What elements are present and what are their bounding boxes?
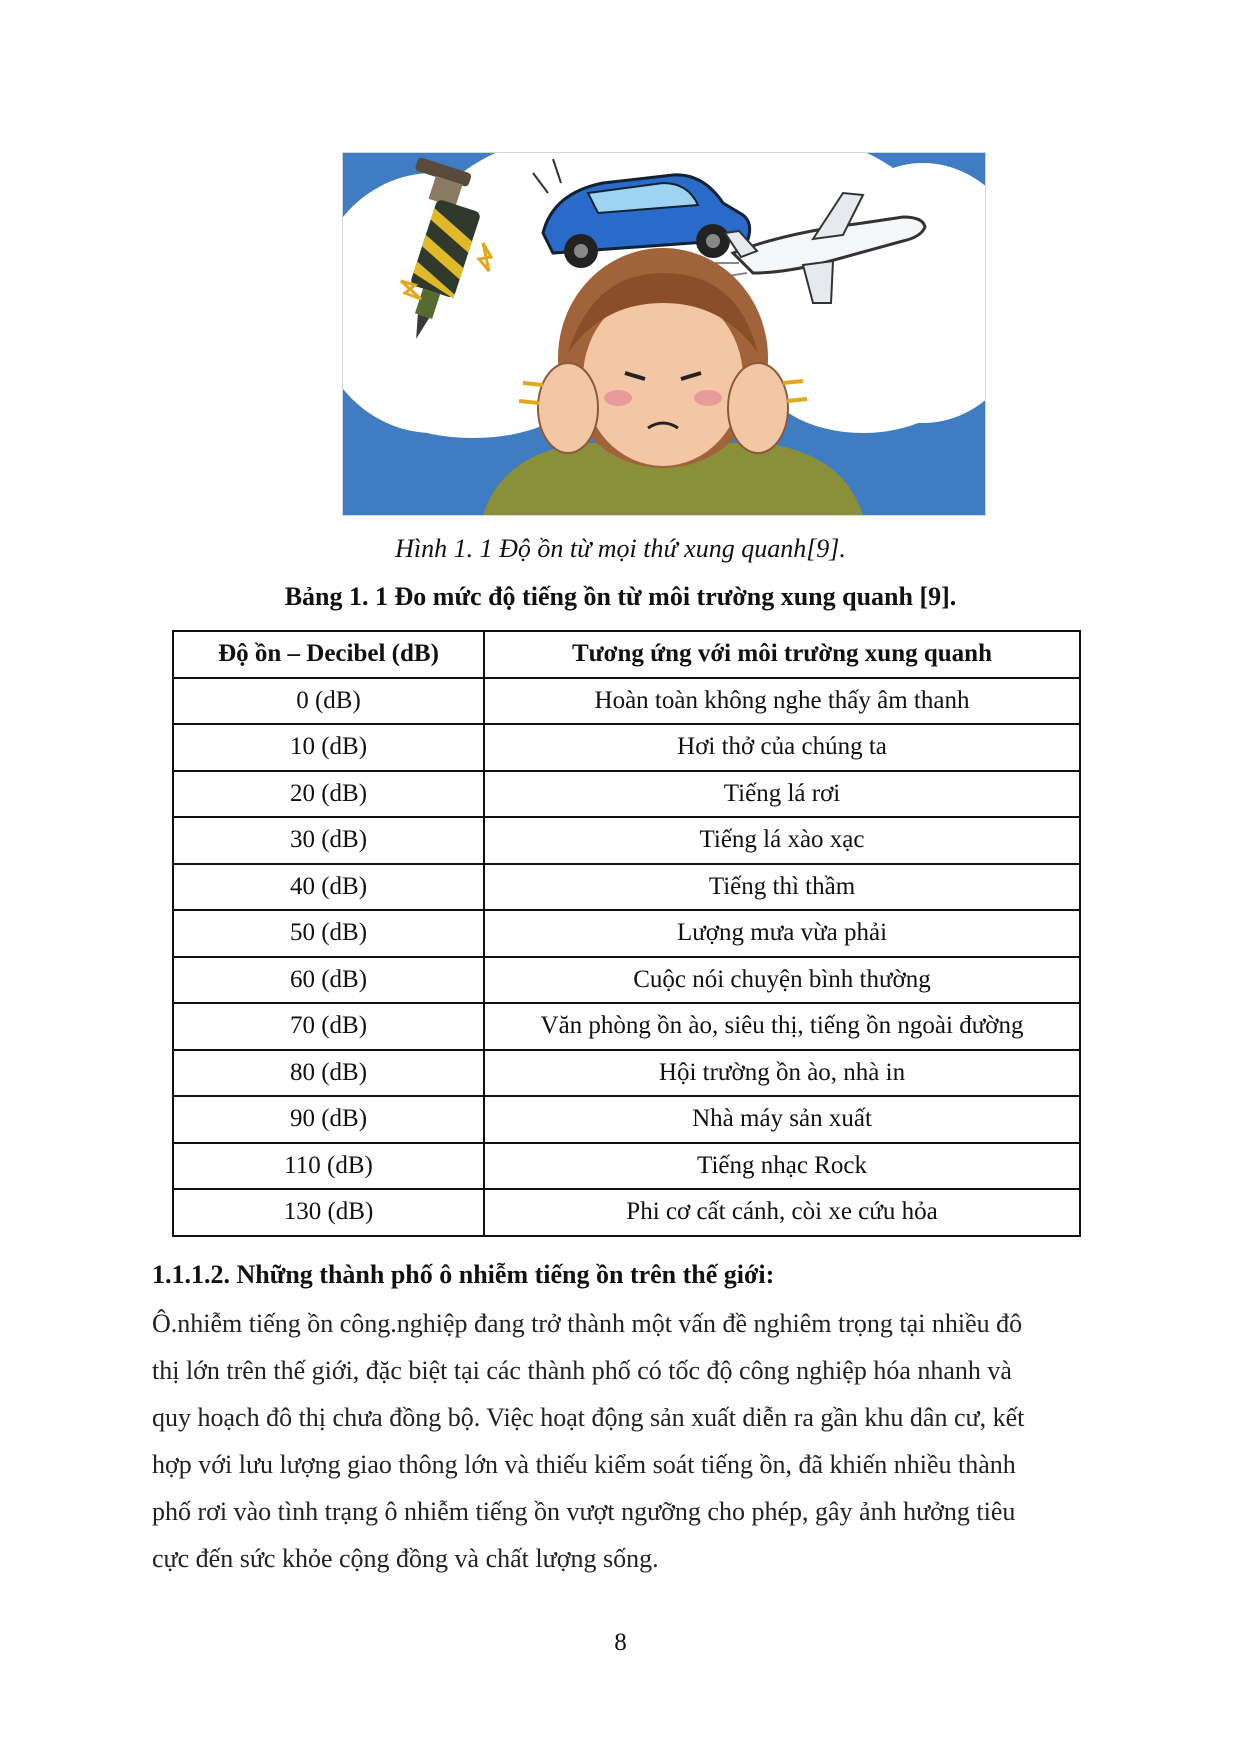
table-row [173, 771, 1080, 818]
paragraph-line: cực đến sức khỏe cộng đồng và chất lượng sống. [152, 1544, 659, 1573]
environment-cell: Cuộc nói chuyện bình thường [484, 957, 1080, 1004]
paragraph-line: Ô.nhiễm tiếng ồn công.nghiệp đang trở thành một vấn đề nghiêm trọng tại nhiều đô [152, 1309, 1023, 1338]
decibel-cell: 0 (dB) [173, 678, 484, 725]
table-header-row [173, 631, 1080, 678]
table-row [173, 910, 1080, 957]
table-row [173, 864, 1080, 911]
column-header-environment: Tương ứng với môi trường xung quanh [484, 631, 1080, 678]
environment-cell: Tiếng nhạc Rock [484, 1143, 1080, 1190]
environment-cell: Tiếng lá rơi [484, 771, 1080, 818]
body-paragraph [152, 1300, 1092, 1582]
table-row [173, 1143, 1080, 1190]
decibel-cell: 50 (dB) [173, 910, 484, 957]
paragraph-line: hợp với lưu lượng giao thông lớn và thiếu kiểm soát tiếng ồn, đã khiến nhiều thành [152, 1450, 1016, 1479]
table-title: Bảng 1. 1 Đo mức độ tiếng ồn từ môi trường xung quanh [9]. [284, 582, 957, 611]
table-row [173, 1189, 1080, 1236]
decibel-cell: 10 (dB) [173, 724, 484, 771]
paragraph-line: quy hoạch đô thị chưa đồng bộ. Việc hoạt động sản xuất diễn ra gần khu dân cư, kết [152, 1403, 1025, 1432]
decibel-cell: 110 (dB) [173, 1143, 484, 1190]
environment-cell: Hoàn toàn không nghe thấy âm thanh [484, 678, 1080, 725]
decibel-cell: 20 (dB) [173, 771, 484, 818]
paragraph-line: thị lớn trên thế giới, đặc biệt tại các thành phố có tốc độ công nghiệp hóa nhanh và [152, 1356, 1012, 1385]
noise-illustration [342, 152, 986, 516]
environment-cell: Lượng mưa vừa phải [484, 910, 1080, 957]
figure-caption: Hình 1. 1 Độ ồn từ mọi thứ xung quanh[9]. [395, 534, 846, 563]
environment-cell: Tiếng thì thầm [484, 864, 1080, 911]
decibel-cell: 130 (dB) [173, 1189, 484, 1236]
table-row [173, 1096, 1080, 1143]
page-number: 8 [614, 1629, 627, 1656]
table-row [173, 1050, 1080, 1097]
decibel-cell: 90 (dB) [173, 1096, 484, 1143]
table-row [173, 817, 1080, 864]
environment-cell: Hơi thở của chúng ta [484, 724, 1080, 771]
column-header-decibel: Độ ồn – Decibel (dB) [173, 631, 484, 678]
table-row [173, 957, 1080, 1004]
environment-cell: Văn phòng ồn ào, siêu thị, tiếng ồn ngoài đường [484, 1003, 1080, 1050]
table-row [173, 724, 1080, 771]
environment-cell: Phi cơ cất cánh, còi xe cứu hỏa [484, 1189, 1080, 1236]
environment-cell: Nhà máy sản xuất [484, 1096, 1080, 1143]
decibel-cell: 30 (dB) [173, 817, 484, 864]
decibel-cell: 80 (dB) [173, 1050, 484, 1097]
table-row [173, 1003, 1080, 1050]
decibel-cell: 70 (dB) [173, 1003, 484, 1050]
noise-level-table [172, 630, 1081, 1237]
decibel-cell: 40 (dB) [173, 864, 484, 911]
decibel-cell: 60 (dB) [173, 957, 484, 1004]
environment-cell: Tiếng lá xào xạc [484, 817, 1080, 864]
section-heading: 1.1.1.2. Những thành phố ô nhiễm tiếng ồn trên thế giới: [152, 1260, 775, 1289]
environment-cell: Hội trường ồn ào, nhà in [484, 1050, 1080, 1097]
table-row [173, 678, 1080, 725]
paragraph-line: phố rơi vào tình trạng ô nhiễm tiếng ồn vượt ngưỡng cho phép, gây ảnh hưởng tiêu [152, 1497, 1016, 1526]
